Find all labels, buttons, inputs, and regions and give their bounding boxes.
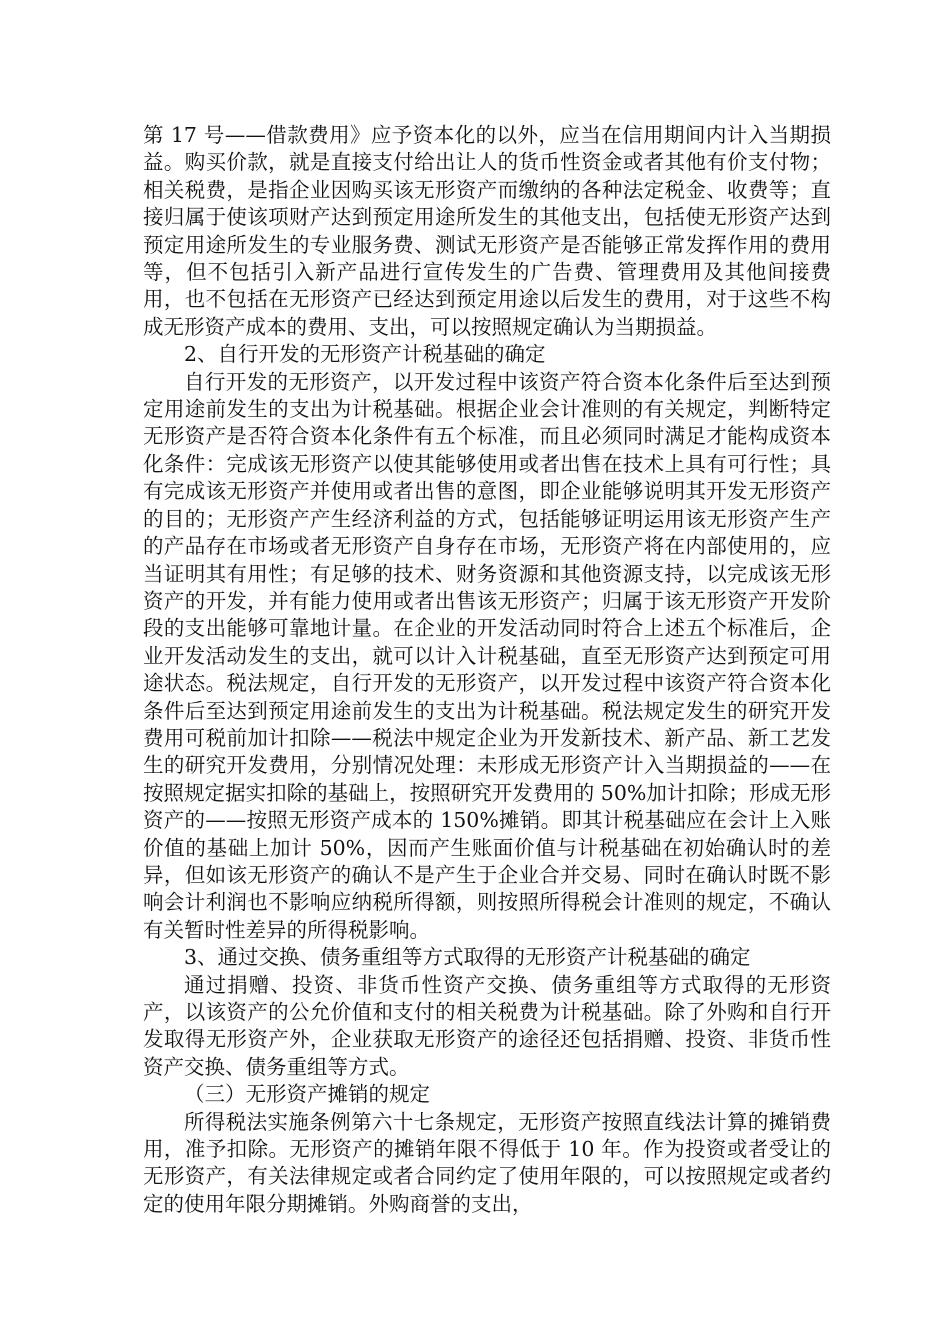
paragraph-purchase-price: 第 17 号——借款费用》应予资本化的以外，应当在信用期间内计入当期损益。购买价款，就是直接支付给出让人的货币性资金或者其他有价支付物；相关税费，是指企业因购买该无形资产而缴纳的各种法定税金、收费等；直接归属于使该项财产达到预定用途所发生的其他支出，包括使无形资产达到预定用途所发生的专业服务费、测试无形资产是否能够正常发挥作用的费用等，但不包括引入新产品进行宣传发生的广告费、管理费用及其他间接费用，也不包括在无形资产已经达到预定用途以后发生的费用，对于这些不构成无形资产成本的费用、支出，可以按照规定确认为当期损益。 — [143, 123, 831, 339]
paragraph-amortization: 所得税法实施条例第六十七条规定，无形资产按照直线法计算的摊销费用，准予扣除。无形资产的摊销年限不得低于 10 年。作为投资或者受让的无形资产，有关法律规定或者合同约定了使用年限的，可以按照规定或者约定的使用年限分期摊销。外购商誉的支出， — [143, 1109, 831, 1216]
document-body — [143, 122, 831, 1218]
section-heading-amortization: （三）无形资产摊销的规定 — [184, 1082, 430, 1107]
section-heading-self-developed: 2、自行开发的无形资产计税基础的确定 — [184, 342, 546, 367]
paragraph-exchange-restructuring: 通过捐赠、投资、非货币性资产交换、债务重组等方式取得的无形资产，以该资产的公允价值和支付的相关税费为计税基础。除了外购和自行开发取得无形资产外，企业获取无形资产的途径还包括捐赠、投资、非货币性资产交换、债务重组等方式。 — [143, 972, 831, 1079]
section-heading-exchange-restructuring: 3、通过交换、债务重组等方式取得的无形资产计税基础的确定 — [184, 945, 751, 970]
paragraph-self-developed: 自行开发的无形资产，以开发过程中该资产符合资本化条件后至达到预定用途前发生的支出为计税基础。根据企业会计准则的有关规定，判断特定无形资产是否符合资本化条件有五个标准，而且必须同时满足才能构成资本化条件：完成该无形资产以使其能够使用或者出售在技术上具有可行性；具有完成该无形资产并使用或者出售的意图，即企业能够说明其开发无形资产的目的；无形资产产生经济利益的方式，包括能够证明运用该无形资产生产的产品存在市场或者无形资产自身存在市场，无形资产将在内部使用的，应当证明其有用性；有足够的技术、财务资源和其他资源支持，以完成该无形资产的开发，并有能力使用或者出售该无形资产；归属于该无形资产开发阶段的支出能够可靠地计量。在企业的开发活动同时符合上述五个标准后，企业开发活动发生的支出，就可以计入计税基础，直至无形资产达到预定可用途状态。税法规定，自行开发的无形资产，以开发过程中该资产符合资本化条件后至达到预定用途前发生的支出为计税基础。税法规定发生的研究开发费用可税前加计扣除——税法中规定企业为开发新技术、新产品、新工艺发生的研究开发费用，分别情况处理：未形成无形资产计入当期损益的——在按照规定据实扣除的基础上，按照研究开发费用的 50%加计扣除；形成无形资产的——按照无形资产成本的 150%摊销。即其计税基础应在会计上入账价值的基础上加计 50%，因而产生账面价值与计税基础在初始确认时的差异，但如该无形资产的确认不是产生于企业合并交易、同时在确认时既不影响会计利润也不影响应纳税所得额，则按照所得税会计准则的规定，不确认有关暂时性差异的所得税影响。 — [143, 369, 831, 942]
